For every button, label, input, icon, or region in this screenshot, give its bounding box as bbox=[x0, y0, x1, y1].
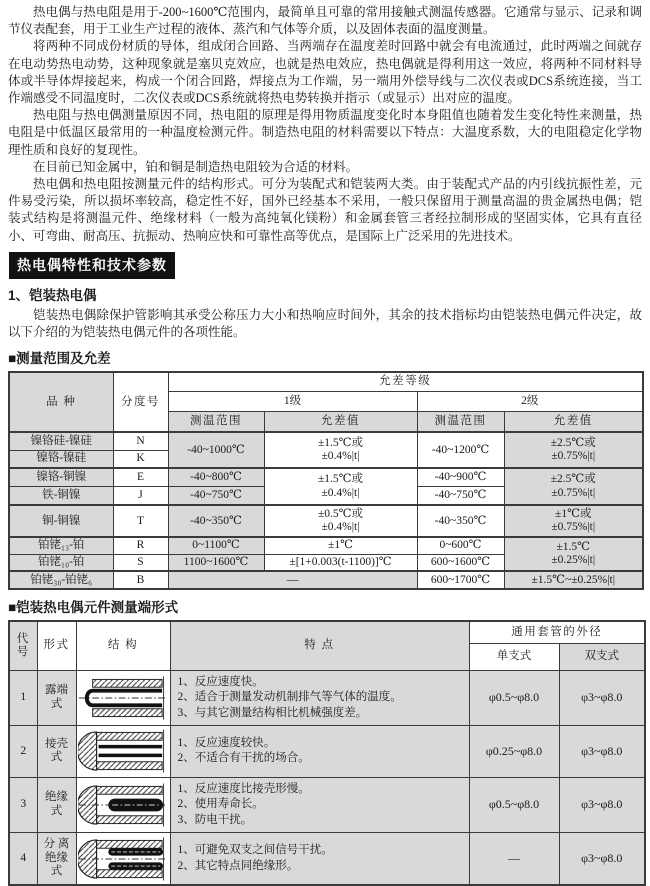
cell-tolerance-g1: ±1℃ bbox=[264, 537, 417, 554]
cell-code: 1 bbox=[9, 670, 37, 725]
subsection-paragraph: 铠装热电偶除保护管影响其承受公称压力大小和热响应时间外，其余的技术指标均由铠装热电偶元件决定，故以下介绍的为铠装热电偶元件的各项性能。 bbox=[8, 307, 642, 340]
cell-structure bbox=[76, 777, 170, 832]
cell-code: T bbox=[113, 505, 168, 537]
cell-structure bbox=[76, 725, 170, 777]
table2-title: ■铠装热电偶元件测量端形式 bbox=[8, 600, 179, 616]
cell-features: 1、反应速度快。 2、适合于测量发动机制排气等气体的温度。 3、与其它测量结构相比机械强度差。 bbox=[170, 670, 469, 725]
table-row-insulated bbox=[9, 777, 645, 832]
cell-tolerance-g2: ±1.5℃~±0.25%|t| bbox=[504, 571, 643, 589]
cell-structure bbox=[76, 670, 170, 725]
cell-form: 接壳式 bbox=[37, 725, 76, 777]
table-row-type-r bbox=[9, 537, 643, 554]
cell-species: 镍铬硅-镍硅 bbox=[9, 432, 113, 450]
separated-insulated-junction-diagram bbox=[78, 837, 168, 881]
paragraph-sheathed-structure: 热电偶和热电阻按测量元件的结构形式。可分为装配式和铠装两大类。由于装配式产品的内引线抗振性差，元件易受污染，所以损坏率较高，稳定性不好，国外已经基本不采用，一般只保留用于测量高温的贵金属热电偶；铠装式结构是将测温元件、绝缘材料（一般为高纯氧化镁粉）和金属套管三者经拉制形成的坚固实体，它具有直径小、可弯曲、耐高压、抗振动、热响应快和可靠性高等优点，是国际上广泛采用的先进技术。 bbox=[8, 177, 642, 243]
exposed-junction-diagram bbox=[78, 676, 168, 720]
cell-code: E bbox=[113, 468, 168, 486]
cell-tolerance-g2: ±1.5℃ ±0.25%|t| bbox=[504, 537, 643, 571]
measuring-tip-forms-table bbox=[8, 620, 646, 886]
table-row-type-b bbox=[9, 571, 643, 589]
cell-range-g1: -40~350℃ bbox=[168, 505, 264, 537]
cell-code: 4 bbox=[9, 832, 37, 885]
cell-tolerance-g2: ±2.5℃或 ±0.75%|t| bbox=[504, 432, 643, 468]
insulated-junction-diagram bbox=[78, 783, 168, 827]
cell-species: 铂铑₃₀-铂铑₆ bbox=[9, 571, 113, 589]
cell-single-od: φ0.5~φ8.0 bbox=[469, 670, 559, 725]
header-structure: 结 构 bbox=[76, 621, 170, 670]
cell-code: J bbox=[113, 486, 168, 505]
cell-range-g2: 0~600℃ bbox=[417, 537, 504, 554]
cell-range-g2: -40~750℃ bbox=[417, 486, 504, 505]
table-header-row bbox=[9, 621, 645, 643]
header-single-element: 单支式 bbox=[469, 643, 559, 670]
cell-code: 2 bbox=[9, 725, 37, 777]
cell-range-g2: -40~1200℃ bbox=[417, 432, 504, 468]
header-grade-2: 2级 bbox=[417, 391, 643, 411]
table-row-separated-insulated bbox=[9, 832, 645, 885]
cell-species: 铁-铜镍 bbox=[9, 486, 113, 505]
cell-species: 镍铬-铜镍 bbox=[9, 468, 113, 486]
cell-species: 铂铑₁₃-铂 bbox=[9, 537, 113, 554]
shell-junction-diagram bbox=[78, 729, 168, 773]
cell-range-g1: 0~1100℃ bbox=[168, 537, 264, 554]
subsection-title: 1、铠装热电偶 bbox=[8, 287, 97, 303]
header-species: 品 种 bbox=[9, 372, 113, 432]
section-title-badge: 热电偶特性和技术参数 bbox=[9, 252, 175, 279]
cell-range-g2: -40~350℃ bbox=[417, 505, 504, 537]
header-tolerance-g1: 允差值 bbox=[264, 411, 417, 432]
cell-single-od: φ0.5~φ8.0 bbox=[469, 777, 559, 832]
cell-features: 1、可避免双支之间信号干扰。 2、其它特点同绝缘形。 bbox=[170, 832, 469, 885]
cell-species: 镍铬-镍硅 bbox=[9, 450, 113, 468]
cell-tolerance-g1: ±1.5℃或 ±0.4%|t| bbox=[264, 468, 417, 505]
cell-code: N bbox=[113, 432, 168, 450]
table1-title: ■测量范围及允差 bbox=[8, 351, 111, 367]
table-row-exposed bbox=[9, 670, 645, 725]
cell-features: 1、反应速度比接壳形慢。 2、使用寿命长。 3、防电干扰。 bbox=[170, 777, 469, 832]
paragraph-intro: 热电偶与热电阻是用于-200~1600℃范围内，最简单且可靠的常用接触式测温传感器。它通常与显示、记录和调节仪表配套，用于工业生产过程的液体、蒸汽和气体等介质，以及固体表面的温度测量。 bbox=[8, 5, 642, 37]
header-range-g1: 测温范围 bbox=[168, 411, 264, 432]
header-sheath-od: 通用套管的外径 bbox=[469, 621, 645, 643]
cell-form: 分 离 绝缘式 bbox=[37, 832, 76, 885]
table-row-type-t bbox=[9, 505, 643, 537]
header-code: 代号 bbox=[9, 621, 37, 670]
cell-double-od: φ3~φ8.0 bbox=[559, 832, 645, 885]
cell-range-g1: -40~800℃ bbox=[168, 468, 264, 486]
cell-form: 绝缘式 bbox=[37, 777, 76, 832]
cell-code: 3 bbox=[9, 777, 37, 832]
header-tolerance-grades: 允差等级 bbox=[168, 372, 643, 391]
header-double-element: 双支式 bbox=[559, 643, 645, 670]
table-row-type-n bbox=[9, 432, 643, 450]
cell-range-g1: -40~750℃ bbox=[168, 486, 264, 505]
cell-range-g1: 1100~1600℃ bbox=[168, 554, 264, 571]
cell-single-od: φ0.25~φ8.0 bbox=[469, 725, 559, 777]
cell-form: 露端式 bbox=[37, 670, 76, 725]
header-graduation-code: 分度号 bbox=[113, 372, 168, 432]
paragraph-materials: 在目前已知金属中，铂和铜是制造热电阻较为合适的材料。 bbox=[33, 159, 359, 174]
cell-range-g2: 600~1700℃ bbox=[417, 571, 504, 589]
measuring-range-tolerance-table bbox=[8, 371, 644, 590]
cell-tolerance-g1: ±0.5℃或 ±0.4%|t| bbox=[264, 505, 417, 537]
header-tolerance-g2: 允差值 bbox=[504, 411, 643, 432]
header-grade-1: 1级 bbox=[168, 391, 417, 411]
cell-tolerance-g1: ±[1+0.003(t-1100)]℃ bbox=[264, 554, 417, 571]
cell-tolerance-g2: ±1℃或 ±0.75%|t| bbox=[504, 505, 643, 537]
cell-tolerance-g2: ±2.5℃或 ±0.75%|t| bbox=[504, 468, 643, 505]
table-row-type-e bbox=[9, 468, 643, 486]
cell-range-g1: -40~1000℃ bbox=[168, 432, 264, 468]
cell-code: B bbox=[113, 571, 168, 589]
cell-structure bbox=[76, 832, 170, 885]
header-range-g2: 测温范围 bbox=[417, 411, 504, 432]
cell-double-od: φ3~φ8.0 bbox=[559, 725, 645, 777]
cell-tolerance-g1: ±1.5℃或 ±0.4%|t| bbox=[264, 432, 417, 468]
cell-no-grade1: — bbox=[168, 571, 417, 589]
header-features: 特 点 bbox=[170, 621, 469, 670]
paragraph-rtd-principle: 热电阻与热电偶测量原因不同，热电阻的原理是得用物质温度变化时本身阻值也随着发生变化特性来测量，热电阻是中低温区最常用的一种温度检测元件。制造热电阻的材料需要以下特点：大温度系数，大的电阻稳定化学物理性质和良好的复现性。 bbox=[8, 108, 642, 157]
cell-double-od: φ3~φ8.0 bbox=[559, 670, 645, 725]
cell-features: 1、反应速度较快。 2、不适合有干扰的场合。 bbox=[170, 725, 469, 777]
cell-code: S bbox=[113, 554, 168, 571]
cell-range-g2: -40~900℃ bbox=[417, 468, 504, 486]
table-row-shell bbox=[9, 725, 645, 777]
cell-single-od: — bbox=[469, 832, 559, 885]
table-header-row bbox=[9, 372, 643, 391]
paragraph-seebeck-effect: 将两种不同成份材质的导体，组成闭合回路、当两端存在温度差时回路中就会有电流通过，此时两端之间就存在电动势热电动势，这种现象就是塞贝克效应，也就是热电效应，热电偶就是得利用这一效应，将两种不同材料导体或半导体焊接起来，构成一个闭合回路，焊接点为工作端，另一端用外偿导线与二次仪表或DCS系统连接，当工作端感受不同温度时，二次仪表或DCS系统就将热电势转换并指示（或显示）出对应的温度。 bbox=[8, 39, 642, 106]
cell-code: K bbox=[113, 450, 168, 468]
cell-species: 铜-铜镍 bbox=[9, 505, 113, 537]
cell-range-g2: 600~1600℃ bbox=[417, 554, 504, 571]
header-form: 形式 bbox=[37, 621, 76, 670]
cell-double-od: φ3~φ8.0 bbox=[559, 777, 645, 832]
cell-code: R bbox=[113, 537, 168, 554]
cell-species: 铂铑₁₀-铂 bbox=[9, 554, 113, 571]
